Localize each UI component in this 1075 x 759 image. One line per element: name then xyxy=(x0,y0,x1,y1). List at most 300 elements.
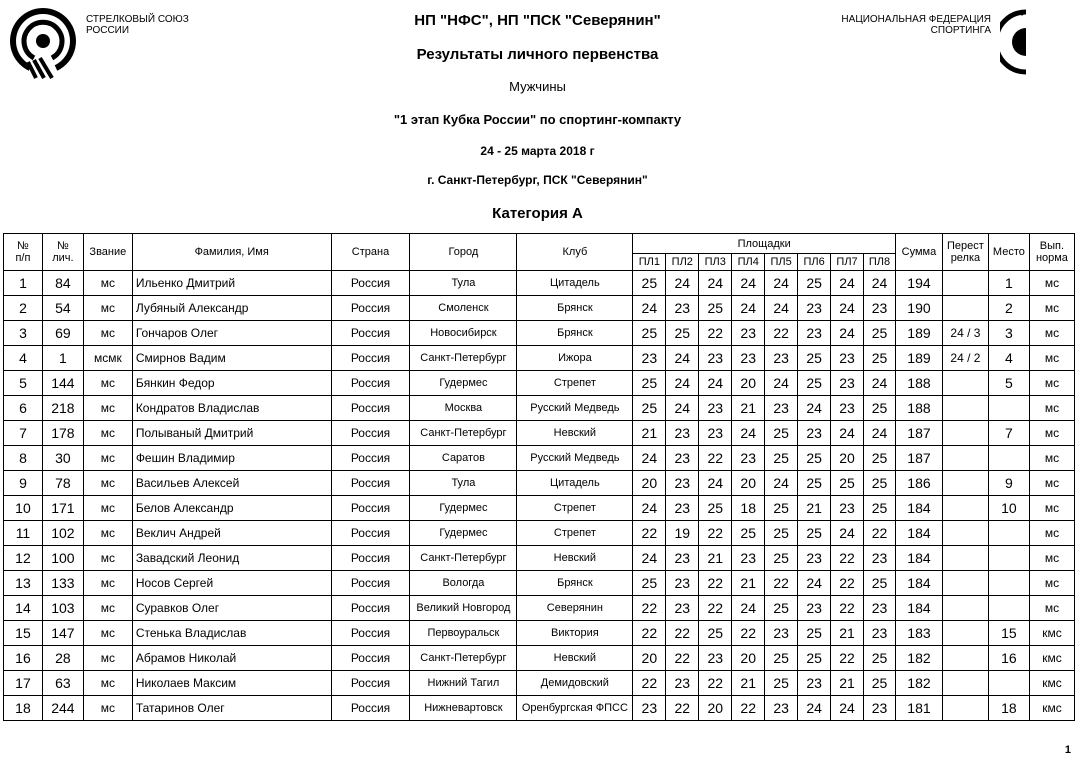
cell-num: 7 xyxy=(4,421,43,446)
cell-range-1: 22 xyxy=(633,596,666,621)
header-range-8: ПЛ8 xyxy=(864,254,896,271)
cell-range-4: 20 xyxy=(732,471,765,496)
cell-range-4: 23 xyxy=(732,446,765,471)
cell-name: Кондратов Владислав xyxy=(132,396,331,421)
cell-place: 4 xyxy=(988,346,1029,371)
header-range-4: ПЛ4 xyxy=(732,254,765,271)
cell-name: Ильенко Дмитрий xyxy=(132,271,331,296)
cell-norm: мс xyxy=(1029,271,1074,296)
cell-range-7: 22 xyxy=(831,546,864,571)
event-title: "1 этап Кубка России" по спортинг-компакту xyxy=(393,112,682,127)
cell-range-2: 24 xyxy=(666,371,699,396)
cell-range-1: 23 xyxy=(633,696,666,721)
cell-range-2: 22 xyxy=(666,696,699,721)
cell-city: Санкт-Петербург xyxy=(410,546,517,571)
cell-range-1: 20 xyxy=(633,646,666,671)
cell-range-8: 24 xyxy=(864,421,896,446)
cell-range-6: 25 xyxy=(798,371,831,396)
cell-range-7: 23 xyxy=(831,371,864,396)
table-row xyxy=(4,296,1075,321)
cell-place xyxy=(988,596,1029,621)
cell-range-4: 23 xyxy=(732,346,765,371)
cell-norm: мс xyxy=(1029,596,1074,621)
cell-range-3: 20 xyxy=(699,696,732,721)
cell-range-7: 23 xyxy=(831,496,864,521)
cell-range-5: 25 xyxy=(765,521,798,546)
cell-place: 1 xyxy=(988,271,1029,296)
cell-range-7: 24 xyxy=(831,296,864,321)
cell-range-8: 23 xyxy=(864,296,896,321)
cell-rank: мс xyxy=(83,571,132,596)
cell-name: Васильев Алексей xyxy=(132,471,331,496)
cell-sum: 184 xyxy=(895,496,942,521)
cell-shootoff xyxy=(942,471,988,496)
cell-range-8: 25 xyxy=(864,571,896,596)
table-row xyxy=(4,621,1075,646)
cell-club: Невский xyxy=(517,421,633,446)
cell-range-8: 23 xyxy=(864,596,896,621)
cell-shootoff xyxy=(942,296,988,321)
cell-country: Россия xyxy=(331,346,410,371)
cell-range-3: 24 xyxy=(699,471,732,496)
cell-shootoff xyxy=(942,396,988,421)
cell-range-6: 21 xyxy=(798,496,831,521)
cell-range-4: 21 xyxy=(732,571,765,596)
cell-range-8: 25 xyxy=(864,496,896,521)
cell-city: Гудермес xyxy=(410,496,517,521)
cell-range-6: 25 xyxy=(798,646,831,671)
cell-shootoff xyxy=(942,671,988,696)
cell-city: Нижний Тагил xyxy=(410,671,517,696)
cell-rank: мс xyxy=(83,546,132,571)
cell-num: 9 xyxy=(4,471,43,496)
cell-city: Нижневартовск xyxy=(410,696,517,721)
results-table xyxy=(3,233,1075,721)
cell-city: Санкт-Петербург xyxy=(410,346,517,371)
cell-name: Бянкин Федор xyxy=(132,371,331,396)
cell-sum: 183 xyxy=(895,621,942,646)
cell-club: Оренбургская ФПСС xyxy=(517,696,633,721)
cell-norm: мс xyxy=(1029,546,1074,571)
cell-shootoff xyxy=(942,421,988,446)
cell-num: 6 xyxy=(4,396,43,421)
cell-city: Саратов xyxy=(410,446,517,471)
cell-norm: мс xyxy=(1029,346,1074,371)
cell-range-4: 21 xyxy=(732,396,765,421)
cell-club: Цитадель xyxy=(517,271,633,296)
cell-club: Цитадель xyxy=(517,471,633,496)
cell-range-3: 24 xyxy=(699,371,732,396)
cell-range-8: 24 xyxy=(864,371,896,396)
cell-country: Россия xyxy=(331,496,410,521)
cell-range-5: 23 xyxy=(765,621,798,646)
cell-range-1: 22 xyxy=(633,621,666,646)
cell-range-4: 22 xyxy=(732,621,765,646)
cell-city: Тула xyxy=(410,271,517,296)
cell-range-7: 22 xyxy=(831,646,864,671)
cell-range-1: 24 xyxy=(633,496,666,521)
cell-sum: 190 xyxy=(895,296,942,321)
cell-sum: 182 xyxy=(895,671,942,696)
cell-num: 10 xyxy=(4,496,43,521)
cell-norm: мс xyxy=(1029,471,1074,496)
cell-city: Санкт-Петербург xyxy=(410,421,517,446)
cell-name: Суравков Олег xyxy=(132,596,331,621)
cell-country: Россия xyxy=(331,571,410,596)
cell-country: Россия xyxy=(331,296,410,321)
cell-range-1: 25 xyxy=(633,571,666,596)
cell-range-7: 24 xyxy=(831,421,864,446)
cell-place: 5 xyxy=(988,371,1029,396)
header-license: № лич. xyxy=(42,234,83,271)
header-range-2: ПЛ2 xyxy=(666,254,699,271)
cell-range-3: 25 xyxy=(699,496,732,521)
cell-place: 7 xyxy=(988,421,1029,446)
organizers-heading: НП "НФС", НП "ПСК "Северянин" xyxy=(414,12,661,29)
org-right-line1: НАЦИОНАЛЬНАЯ ФЕДЕРАЦИЯ xyxy=(841,14,991,25)
cell-range-4: 24 xyxy=(732,596,765,621)
table-row xyxy=(4,496,1075,521)
cell-range-3: 23 xyxy=(699,396,732,421)
cell-range-8: 23 xyxy=(864,546,896,571)
cell-range-2: 19 xyxy=(666,521,699,546)
cell-city: Вологда xyxy=(410,571,517,596)
cell-range-2: 22 xyxy=(666,646,699,671)
cell-club: Брянск xyxy=(517,321,633,346)
cell-range-3: 21 xyxy=(699,546,732,571)
cell-shootoff: 24 / 3 xyxy=(942,321,988,346)
cell-place xyxy=(988,571,1029,596)
cell-name: Фешин Владимир xyxy=(132,446,331,471)
cell-club: Стрепет xyxy=(517,371,633,396)
cell-range-8: 25 xyxy=(864,671,896,696)
cell-range-3: 22 xyxy=(699,521,732,546)
cell-license: 171 xyxy=(42,496,83,521)
cell-sum: 184 xyxy=(895,596,942,621)
header-shootoff: Перест релка xyxy=(942,234,988,271)
cell-range-5: 25 xyxy=(765,646,798,671)
cell-norm: мс xyxy=(1029,571,1074,596)
cell-club: Ижора xyxy=(517,346,633,371)
cell-range-6: 25 xyxy=(798,346,831,371)
cell-range-2: 23 xyxy=(666,296,699,321)
cell-rank: мс xyxy=(83,621,132,646)
cell-license: 84 xyxy=(42,271,83,296)
table-row xyxy=(4,546,1075,571)
cell-range-7: 24 xyxy=(831,321,864,346)
cell-range-6: 24 xyxy=(798,396,831,421)
cell-range-3: 22 xyxy=(699,321,732,346)
page-title: Результаты личного первенства xyxy=(416,46,659,63)
cell-city: Москва xyxy=(410,396,517,421)
cell-num: 2 xyxy=(4,296,43,321)
cell-range-2: 24 xyxy=(666,346,699,371)
cell-range-2: 23 xyxy=(666,671,699,696)
table-row xyxy=(4,521,1075,546)
cell-city: Тула xyxy=(410,471,517,496)
cell-num: 5 xyxy=(4,371,43,396)
cell-name: Николаев Максим xyxy=(132,671,331,696)
cell-city: Санкт-Петербург xyxy=(410,646,517,671)
cell-city: Гудермес xyxy=(410,371,517,396)
cell-num: 1 xyxy=(4,271,43,296)
cell-range-3: 24 xyxy=(699,271,732,296)
cell-shootoff xyxy=(942,621,988,646)
cell-shootoff xyxy=(942,496,988,521)
cell-range-4: 21 xyxy=(732,671,765,696)
header-country: Страна xyxy=(331,234,410,271)
cell-sum: 187 xyxy=(895,421,942,446)
cell-rank: мс xyxy=(83,671,132,696)
cell-range-7: 24 xyxy=(831,271,864,296)
cell-norm: кмс xyxy=(1029,696,1074,721)
cell-rank: мс xyxy=(83,696,132,721)
cell-norm: кмс xyxy=(1029,621,1074,646)
cell-range-2: 24 xyxy=(666,271,699,296)
cell-club: Брянск xyxy=(517,296,633,321)
cell-range-6: 23 xyxy=(798,421,831,446)
cell-shootoff xyxy=(942,371,988,396)
cell-num: 15 xyxy=(4,621,43,646)
cell-range-5: 22 xyxy=(765,571,798,596)
cell-range-5: 24 xyxy=(765,371,798,396)
cell-club: Русский Медведь xyxy=(517,446,633,471)
cell-name: Татаринов Олег xyxy=(132,696,331,721)
cell-num: 13 xyxy=(4,571,43,596)
cell-range-8: 25 xyxy=(864,346,896,371)
cell-license: 178 xyxy=(42,421,83,446)
cell-range-8: 25 xyxy=(864,646,896,671)
cell-place xyxy=(988,396,1029,421)
cell-range-7: 21 xyxy=(831,671,864,696)
cell-name: Абрамов Николай xyxy=(132,646,331,671)
cell-country: Россия xyxy=(331,271,410,296)
header-range-5: ПЛ5 xyxy=(765,254,798,271)
table-row xyxy=(4,471,1075,496)
header-place: Место xyxy=(988,234,1029,271)
cell-club: Северянин xyxy=(517,596,633,621)
cell-place xyxy=(988,671,1029,696)
cell-city: Великий Новгород xyxy=(410,596,517,621)
cell-range-4: 23 xyxy=(732,546,765,571)
header-range-6: ПЛ6 xyxy=(798,254,831,271)
gender-subtitle: Мужчины xyxy=(509,79,566,94)
header-num: № п/п xyxy=(4,234,43,271)
cell-range-2: 22 xyxy=(666,621,699,646)
cell-range-6: 23 xyxy=(798,596,831,621)
page-number: 1 xyxy=(1064,744,1071,756)
cell-range-6: 23 xyxy=(798,296,831,321)
cell-norm: мс xyxy=(1029,321,1074,346)
cell-range-6: 25 xyxy=(798,271,831,296)
table-row xyxy=(4,371,1075,396)
cell-range-7: 23 xyxy=(831,396,864,421)
cell-rank: мс xyxy=(83,296,132,321)
cell-country: Россия xyxy=(331,621,410,646)
cell-city: Смоленск xyxy=(410,296,517,321)
cell-range-6: 23 xyxy=(798,671,831,696)
cell-name: Смирнов Вадим xyxy=(132,346,331,371)
cell-sum: 188 xyxy=(895,371,942,396)
cell-city: Первоуральск xyxy=(410,621,517,646)
table-row xyxy=(4,271,1075,296)
cell-norm: мс xyxy=(1029,446,1074,471)
cell-place xyxy=(988,446,1029,471)
cell-range-5: 22 xyxy=(765,321,798,346)
cell-shootoff: 24 / 2 xyxy=(942,346,988,371)
cell-range-7: 24 xyxy=(831,521,864,546)
cell-name: Лубяный Александр xyxy=(132,296,331,321)
cell-rank: мс xyxy=(83,446,132,471)
cell-country: Россия xyxy=(331,696,410,721)
cell-shootoff xyxy=(942,271,988,296)
cell-range-3: 25 xyxy=(699,296,732,321)
cell-club: Русский Медведь xyxy=(517,396,633,421)
cell-place: 15 xyxy=(988,621,1029,646)
cell-range-5: 24 xyxy=(765,471,798,496)
header-norm: Вып. норма xyxy=(1029,234,1074,271)
cell-range-8: 22 xyxy=(864,521,896,546)
cell-place: 2 xyxy=(988,296,1029,321)
cell-range-4: 18 xyxy=(732,496,765,521)
cell-shootoff xyxy=(942,646,988,671)
header-range-1: ПЛ1 xyxy=(633,254,666,271)
cell-country: Россия xyxy=(331,546,410,571)
org-left-line1: СТРЕЛКОВЫЙ СОЮЗ xyxy=(86,14,189,25)
cell-range-4: 24 xyxy=(732,296,765,321)
cell-norm: мс xyxy=(1029,396,1074,421)
cell-range-5: 25 xyxy=(765,596,798,621)
cell-norm: мс xyxy=(1029,521,1074,546)
cell-range-1: 25 xyxy=(633,371,666,396)
header-range-3: ПЛ3 xyxy=(699,254,732,271)
cell-rank: мс xyxy=(83,371,132,396)
table-row xyxy=(4,446,1075,471)
cell-num: 18 xyxy=(4,696,43,721)
cell-club: Виктория xyxy=(517,621,633,646)
cell-range-2: 23 xyxy=(666,471,699,496)
cell-club: Стрепет xyxy=(517,496,633,521)
cell-range-1: 24 xyxy=(633,546,666,571)
cell-range-6: 25 xyxy=(798,621,831,646)
cell-license: 147 xyxy=(42,621,83,646)
cell-club: Невский xyxy=(517,646,633,671)
cell-sum: 188 xyxy=(895,396,942,421)
cell-license: 100 xyxy=(42,546,83,571)
table-row xyxy=(4,671,1075,696)
cell-name: Белов Александр xyxy=(132,496,331,521)
cell-range-4: 25 xyxy=(732,521,765,546)
cell-rank: мс xyxy=(83,396,132,421)
cell-shootoff xyxy=(942,446,988,471)
cell-norm: мс xyxy=(1029,371,1074,396)
cell-city: Гудермес xyxy=(410,521,517,546)
cell-range-8: 23 xyxy=(864,621,896,646)
cell-range-4: 23 xyxy=(732,321,765,346)
cell-range-7: 25 xyxy=(831,471,864,496)
cell-country: Россия xyxy=(331,471,410,496)
cell-range-7: 21 xyxy=(831,621,864,646)
cell-range-1: 25 xyxy=(633,321,666,346)
cell-sum: 184 xyxy=(895,546,942,571)
cell-range-5: 23 xyxy=(765,396,798,421)
cell-norm: мс xyxy=(1029,296,1074,321)
cell-norm: мс xyxy=(1029,421,1074,446)
cell-range-2: 24 xyxy=(666,396,699,421)
cell-range-1: 22 xyxy=(633,671,666,696)
cell-name: Завадский Леонид xyxy=(132,546,331,571)
cell-rank: мс xyxy=(83,421,132,446)
cell-sum: 182 xyxy=(895,646,942,671)
cell-num: 12 xyxy=(4,546,43,571)
header-range-7: ПЛ7 xyxy=(831,254,864,271)
table-row xyxy=(4,571,1075,596)
cell-range-3: 22 xyxy=(699,446,732,471)
cell-country: Россия xyxy=(331,521,410,546)
cell-range-5: 25 xyxy=(765,671,798,696)
cell-place: 16 xyxy=(988,646,1029,671)
cell-range-2: 23 xyxy=(666,546,699,571)
cell-license: 54 xyxy=(42,296,83,321)
cell-range-5: 23 xyxy=(765,696,798,721)
cell-country: Россия xyxy=(331,596,410,621)
cell-num: 14 xyxy=(4,596,43,621)
cell-club: Стрепет xyxy=(517,521,633,546)
cell-range-4: 24 xyxy=(732,421,765,446)
cell-range-3: 23 xyxy=(699,421,732,446)
cell-rank: мс xyxy=(83,521,132,546)
cell-country: Россия xyxy=(331,421,410,446)
cell-range-5: 25 xyxy=(765,446,798,471)
cell-rank: мсмк xyxy=(83,346,132,371)
cell-license: 133 xyxy=(42,571,83,596)
cell-num: 11 xyxy=(4,521,43,546)
cell-name: Полываный Дмитрий xyxy=(132,421,331,446)
event-venue: г. Санкт-Петербург, ПСК "Северянин" xyxy=(427,173,648,187)
cell-range-6: 23 xyxy=(798,546,831,571)
cell-name: Стенька Владислав xyxy=(132,621,331,646)
cell-place: 3 xyxy=(988,321,1029,346)
cell-license: 30 xyxy=(42,446,83,471)
cell-sum: 186 xyxy=(895,471,942,496)
cell-range-3: 22 xyxy=(699,571,732,596)
cell-range-1: 24 xyxy=(633,446,666,471)
cell-country: Россия xyxy=(331,371,410,396)
cell-license: 244 xyxy=(42,696,83,721)
cell-sum: 189 xyxy=(895,346,942,371)
cell-rank: мс xyxy=(83,646,132,671)
cell-range-6: 24 xyxy=(798,571,831,596)
cell-place: 10 xyxy=(988,496,1029,521)
cell-range-1: 25 xyxy=(633,396,666,421)
cell-range-5: 25 xyxy=(765,546,798,571)
cell-range-7: 20 xyxy=(831,446,864,471)
table-row xyxy=(4,596,1075,621)
cell-place xyxy=(988,521,1029,546)
cell-shootoff xyxy=(942,696,988,721)
cell-license: 78 xyxy=(42,471,83,496)
cell-range-1: 21 xyxy=(633,421,666,446)
cell-range-1: 23 xyxy=(633,346,666,371)
cell-range-1: 20 xyxy=(633,471,666,496)
event-dates: 24 - 25 марта 2018 г xyxy=(480,144,595,158)
table-row xyxy=(4,321,1075,346)
cell-range-5: 24 xyxy=(765,271,798,296)
cell-range-7: 24 xyxy=(831,696,864,721)
cell-range-5: 23 xyxy=(765,346,798,371)
cell-sum: 184 xyxy=(895,571,942,596)
cell-range-4: 20 xyxy=(732,646,765,671)
